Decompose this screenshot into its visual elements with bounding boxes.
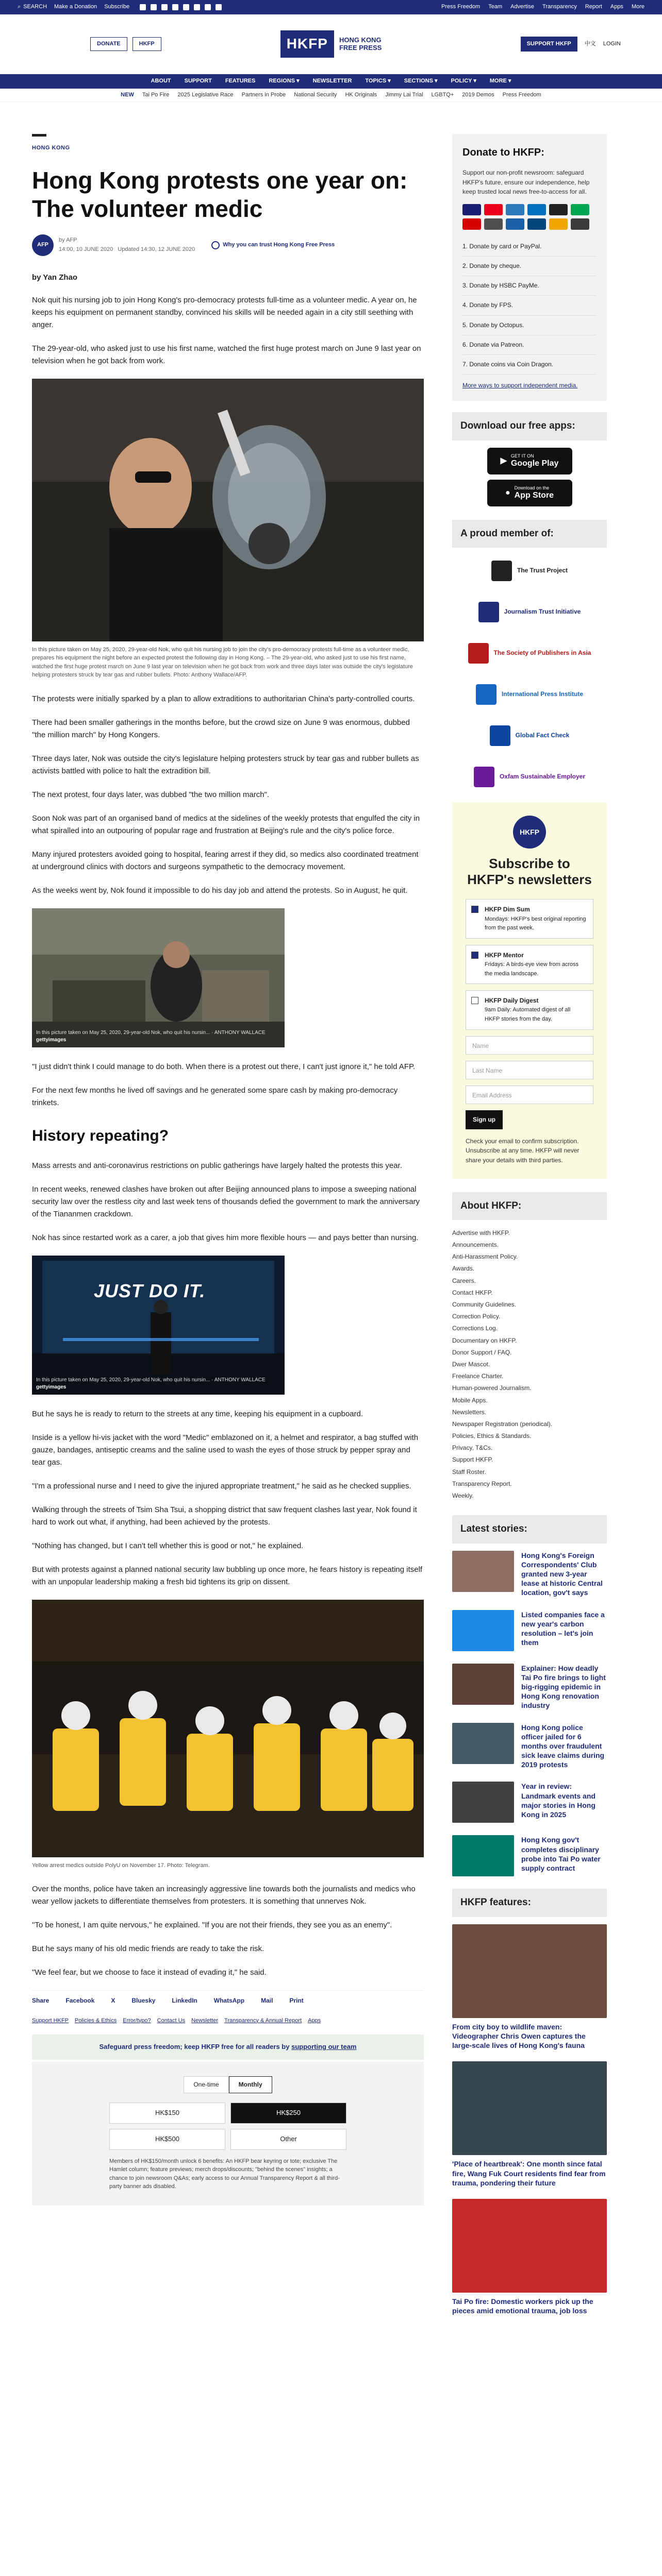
- paragraph: Nok has since restarted work as a carer, a job that gives him more flexible hours — and pays better than nursing.: [32, 1233, 419, 1242]
- payment-method-icon: [506, 204, 524, 215]
- share-mail[interactable]: Mail: [261, 1997, 273, 2005]
- rss-icon[interactable]: [216, 4, 222, 10]
- amount-option-selected[interactable]: HK$250: [230, 2103, 346, 2124]
- hkfp-header-button[interactable]: HKFP: [133, 37, 161, 52]
- link-apps[interactable]: Apps: [308, 2017, 321, 2024]
- nav-item-about[interactable]: ABOUT: [151, 78, 171, 84]
- room-photo: [32, 908, 285, 1047]
- donate-widget: [32, 2062, 424, 2206]
- util-link-transparency[interactable]: Transparency: [542, 4, 577, 10]
- share-print[interactable]: Print: [289, 1997, 304, 2005]
- facebook-icon[interactable]: [140, 4, 146, 10]
- chinese-link[interactable]: 中文: [584, 40, 596, 47]
- donate-method[interactable]: 1. Donate by card or PayPal.: [462, 237, 597, 257]
- about-link[interactable]: Dwer Mascot.: [452, 1360, 490, 1368]
- footer-links: [32, 2016, 424, 2026]
- freq-one-time[interactable]: One-time: [184, 2076, 228, 2093]
- about-link[interactable]: Announcements.: [452, 1241, 499, 1249]
- util-link-apps[interactable]: Apps: [610, 4, 623, 10]
- topic-link[interactable]: Partners in Probe: [241, 91, 286, 98]
- nav-item-policy[interactable]: POLICY ▾: [451, 78, 476, 84]
- newsletter-logo: HKFP: [513, 816, 546, 849]
- donate-link[interactable]: Make a Donation: [54, 4, 97, 10]
- newsletter-signup: [452, 802, 607, 1178]
- donate-method[interactable]: 2. Donate by cheque.: [462, 257, 597, 276]
- paragraph: Over the months, police have taken an increasingly aggressive line towards both the journalists and medics who wear yellow jackets to differentiate themselves from protesters. It is something that unnerves Nok.: [32, 1885, 416, 1906]
- donate-method[interactable]: 4. Donate by FPS.: [462, 296, 597, 315]
- topic-nav: [0, 89, 662, 102]
- topic-link[interactable]: National Security: [294, 91, 337, 98]
- nav-item-support[interactable]: SUPPORT: [184, 78, 212, 84]
- donate-method[interactable]: 7. Donate coins via Coin Dragon.: [462, 355, 597, 375]
- more-ways-link[interactable]: More ways to support independent media.: [462, 382, 578, 389]
- paragraph: Nok quit his nursing job to join Hong Kong's pro-democracy protests full-time as a volunteer medic. A year on, he keeps his equipment on permanent standby, convinced his skills will be needed again in a city still seething with anger.: [32, 295, 417, 329]
- paragraph: Soon Nok was part of an organised band of medics at the sidelines of the weekly protests that engulfed the city in what spiralled into an outpouring of popular rage and frustration at Beijing's rule and the city's police force.: [32, 814, 420, 835]
- utility-bar: [0, 0, 662, 14]
- about-link[interactable]: Documentary on HKFP.: [452, 1336, 517, 1344]
- paragraph: Walking through the streets of Tsim Sha Tsui, a shopping district that saw frequent clashes last year, Nok found it hard to work out what, if anything, had been achieved by the protests.: [32, 1505, 417, 1527]
- login-link[interactable]: LOGIN: [603, 40, 621, 47]
- donate-title: Donate to HKFP:: [462, 147, 544, 158]
- topic-link[interactable]: 2025 Legislative Race: [177, 91, 234, 98]
- trust-link[interactable]: Why you can trust Hong Kong Free Press: [211, 241, 335, 250]
- story-headline[interactable]: Hong Kong's Foreign Correspondents' Club granted new 3-year lease at historic Central location, gov't says: [521, 1551, 603, 1597]
- site-header: [0, 14, 662, 74]
- topic-link[interactable]: Jimmy Lai Trial: [385, 91, 423, 98]
- apple-icon: ●: [505, 488, 510, 497]
- story-headline[interactable]: Year in review: Landmark events and major stories in Hong Kong in 2025: [521, 1782, 595, 1819]
- paragraph: The 29-year-old, who asked just to use his first name, watched the first huge protest march on June 9 last year on television when he got back from work.: [32, 344, 421, 365]
- about-link[interactable]: Policies, Ethics & Standards.: [452, 1432, 532, 1440]
- newsletter-option-daily-digest[interactable]: HKFP Daily Digest 9am Daily: Automated digest of all HKFP stories from the day.: [466, 990, 593, 1029]
- checkbox-unchecked[interactable]: [471, 997, 478, 1004]
- publish-date: 14:00, 10 JUNE 2020: [59, 246, 113, 252]
- support-banner: Safeguard press freedom; keep HKFP free for all readers by supporting our team: [32, 2035, 424, 2060]
- paragraph: "I'm a professional nurse and I need to give the injured appropriate treatment," he said as he checked supplies.: [32, 1481, 411, 1490]
- email-input[interactable]: Email Address: [466, 1086, 593, 1104]
- member-logos: [452, 555, 607, 793]
- about-link[interactable]: Human-powered Journalism.: [452, 1384, 532, 1392]
- amount-option-other[interactable]: Other: [230, 2129, 346, 2150]
- newsletter-option-mentor[interactable]: HKFP Mentor Fridays: A birds-eye view from across the media landscape.: [466, 945, 593, 984]
- author-avatar: AFP: [32, 234, 54, 256]
- member-logo-icon: [476, 684, 496, 705]
- feature-image: [452, 1924, 607, 2018]
- about-link[interactable]: Freelance Charter.: [452, 1372, 504, 1380]
- getty-logo: gettyimages: [36, 1384, 67, 1390]
- member-logo-icon: [491, 561, 512, 581]
- share-linkedin[interactable]: LinkedIn: [172, 1997, 197, 2005]
- util-link-team[interactable]: Team: [488, 4, 503, 10]
- member-logo-icon: [490, 725, 510, 746]
- util-link-advertise[interactable]: Advertise: [510, 4, 534, 10]
- play-icon: ▶: [500, 456, 507, 465]
- linkedin-icon[interactable]: [194, 4, 200, 10]
- story-thumbnail: [452, 1610, 514, 1651]
- youtube-icon[interactable]: [172, 4, 178, 10]
- payment-method-icon: [527, 218, 546, 230]
- x-icon[interactable]: [151, 4, 157, 10]
- about-link[interactable]: Donor Support / FAQ.: [452, 1348, 512, 1356]
- support-hkfp-button[interactable]: SUPPORT HKFP: [521, 37, 577, 52]
- story-thumbnail: [452, 1782, 514, 1823]
- about-link[interactable]: Weekly.: [452, 1492, 474, 1500]
- article-image-medic-mask: [32, 379, 424, 641]
- member-logo[interactable]: Oxfam Sustainable Employer: [452, 761, 607, 793]
- member-logo[interactable]: International Press Institute: [452, 679, 607, 710]
- payment-method-icon: [484, 218, 503, 230]
- paragraph: The protests were initially sparked by a plan to allow extraditions to authoritarian China's party-controlled courts.: [32, 694, 415, 703]
- logo-mark: HKFP: [280, 30, 334, 58]
- article-image-room: [32, 908, 285, 1047]
- share-facebook[interactable]: Facebook: [65, 1997, 95, 2005]
- paragraph: "I just didn't think I could manage to do both. When there is a protest out there, I can't just ignore it," he told AFP.: [32, 1062, 416, 1071]
- byline: by Yan Zhao: [32, 273, 78, 282]
- about-link[interactable]: Corrections Log.: [452, 1325, 498, 1332]
- member-logo[interactable]: Global Fact Check: [452, 720, 607, 752]
- paragraph: "To be honest, I am quite nervous," he explained. "If you are not their friends, they see you as an enemy".: [32, 1921, 392, 1930]
- payment-method-icon: [462, 204, 481, 215]
- payment-method-icon: [527, 204, 546, 215]
- google-play-button[interactable]: ▶ GET IT ON Google Play: [487, 448, 572, 474]
- paragraph: "We feel fear, but we choose to face it instead of evading it," he said.: [32, 1968, 267, 1977]
- article-image-medics-night: [32, 1600, 424, 1857]
- getty-logo: gettyimages: [36, 1037, 67, 1043]
- topic-link[interactable]: HK Originals: [345, 91, 377, 98]
- member-logo-icon: [478, 602, 499, 622]
- latest-stories: [452, 1551, 607, 1877]
- nav-item-more[interactable]: MORE ▾: [489, 78, 511, 84]
- paragraph: For the next few months he lived off savings and he generated some spare cash by making pro-democracy trinkets.: [32, 1086, 398, 1107]
- about-link[interactable]: Newsletters.: [452, 1408, 487, 1416]
- payment-method-icon: [549, 218, 568, 230]
- topic-link[interactable]: 2019 Demos: [462, 91, 494, 98]
- payment-method-icon: [571, 218, 589, 230]
- paragraph: "Nothing has changed, but I can't tell whether this is good or not," he explained.: [32, 1541, 304, 1550]
- search-icon: ⌕: [18, 4, 21, 10]
- donate-text: Support our non-profit newsroom: safeguard HKFP's future, ensure our independence, help keep trusted local news free-to-access for all.: [462, 169, 590, 196]
- author-name[interactable]: by AFP: [59, 237, 77, 244]
- link-newsletter[interactable]: Newsletter: [191, 2017, 219, 2024]
- article-category[interactable]: HONG KONG: [32, 145, 70, 151]
- payment-method-icon: [462, 218, 481, 230]
- about-link[interactable]: Community Guidelines.: [452, 1301, 517, 1309]
- newsletter-note: Check your email to confirm subscription. Unsubscribe at any time. HKFP will never share your details with third parties.: [466, 1137, 580, 1164]
- story-headline[interactable]: Explainer: How deadly Tai Po fire brings to light big-rigging epidemic in Hong Kong renovation industry: [521, 1664, 606, 1710]
- nav-item-topics[interactable]: TOPICS ▾: [365, 78, 391, 84]
- link-policies[interactable]: Policies & Ethics: [74, 2017, 117, 2024]
- logo-text: HONG KONG FREE PRESS: [339, 36, 382, 52]
- article-image-street: [32, 1256, 285, 1395]
- feature-image: [452, 2061, 607, 2155]
- updated-date: Updated 14:30, 12 JUNE 2020: [118, 246, 195, 252]
- donate-header-button[interactable]: DONATE: [90, 37, 127, 52]
- member-benefits-text: Members of HK$150/month unlock 6 benefits: An HKFP bear keyring or tote; exclusive The Hamlet column; feature previews; merch drops/discounts; "behind the scenes" insights; a chance to join newsroom Q&As; early access to our Annual Transparency Report & all third-party banner ads disabled.: [109, 2158, 340, 2190]
- apps-title: Download our free apps:: [452, 412, 607, 440]
- payment-method-icon: [484, 204, 503, 215]
- image-caption: Yellow arrest medics outside PolyU on November 17. Photo: Telegram.: [32, 1862, 210, 1869]
- paragraph: Inside is a yellow hi-vis jacket with the word "Medic" emblazoned on it, a helmet and respirator, a bag stuffed with gauze, bandages, antiseptic creams and the saline used to wash the eyes of those struck by pepper spray and tear gas.: [32, 1433, 419, 1467]
- donate-methods: [462, 237, 597, 375]
- story-item[interactable]: [452, 1835, 607, 1876]
- topic-link[interactable]: Tai Po Fire: [142, 91, 170, 98]
- member-title: A proud member of:: [452, 520, 607, 548]
- feature-headline[interactable]: From city boy to wildlife maven: Videographer Chris Owen captures the large-scale lives of Hong Kong's fauna: [452, 2022, 586, 2050]
- about-list: [452, 1227, 607, 1502]
- medics-night-photo: [32, 1600, 424, 1857]
- freq-monthly[interactable]: Monthly: [229, 2076, 272, 2093]
- last-name-input[interactable]: Last Name: [466, 1061, 593, 1079]
- medic-photo: [32, 379, 424, 641]
- share-whatsapp[interactable]: WhatsApp: [213, 1997, 245, 2005]
- donate-method[interactable]: 3. Donate by HSBC PayMe.: [462, 276, 597, 296]
- nav-item-regions[interactable]: REGIONS ▾: [269, 78, 300, 84]
- article-title: Hong Kong protests one year on: The volunteer medic: [32, 166, 408, 222]
- about-link[interactable]: Contact HKFP.: [452, 1289, 493, 1296]
- donate-method[interactable]: 5. Donate by Octopus.: [462, 316, 597, 335]
- payment-icons: [462, 204, 597, 230]
- about-link[interactable]: Transparency Report.: [452, 1480, 512, 1487]
- share-bluesky[interactable]: Bluesky: [131, 1997, 156, 2005]
- paragraph: Mass arrests and anti-coronavirus restrictions on public gatherings have largely halted the protests this year.: [32, 1161, 402, 1170]
- feature-stories: [452, 1924, 607, 2316]
- paragraph: But he says many of his old medic friends are ready to take the risk.: [32, 1944, 264, 1954]
- story-headline[interactable]: Hong Kong gov't completes disciplinary probe into Tai Po water supply contract: [521, 1836, 601, 1872]
- feature-item[interactable]: [452, 1924, 607, 2050]
- story-item[interactable]: [452, 1610, 607, 1651]
- story-thumbnail: [452, 1664, 514, 1705]
- story-item[interactable]: [452, 1782, 607, 1823]
- feature-headline[interactable]: Tai Po fire: Domestic workers pick up the pieces amid emotional trauma, job loss: [452, 2297, 593, 2315]
- subscribe-link[interactable]: Subscribe: [104, 4, 130, 10]
- newsletter-option-dim-sum[interactable]: HKFP Dim Sum Mondays: HKFP's best original reporting from the past week.: [466, 899, 593, 938]
- about-link[interactable]: Privacy, T&Cs.: [452, 1444, 493, 1452]
- shop-sign-text: JUST DO IT.: [94, 1280, 206, 1301]
- story-item[interactable]: [452, 1723, 607, 1770]
- paragraph: As the weeks went by, Nok found it impossible to do his day job and attend the protests. So in August, he quit.: [32, 886, 408, 895]
- about-link[interactable]: Correction Policy.: [452, 1313, 501, 1320]
- utility-right-links: [441, 3, 644, 12]
- app-store-button[interactable]: ● Download on the App Store: [487, 480, 572, 506]
- nav-item-features[interactable]: FEATURES: [225, 78, 256, 84]
- util-link-report[interactable]: Report: [585, 4, 602, 10]
- section-heading: History repeating?: [32, 1127, 169, 1144]
- about-link[interactable]: Support HKFP.: [452, 1456, 493, 1464]
- paragraph: Three days later, Nok was outside the city's legislature helping protesters struck by tear gas and rubber bullets as activists battled with police to halt the extradition bill.: [32, 754, 419, 775]
- about-link[interactable]: Mobile Apps.: [452, 1396, 488, 1404]
- util-link-more[interactable]: More: [631, 4, 644, 10]
- feature-item[interactable]: [452, 2061, 607, 2188]
- nav-item-newsletter[interactable]: NEWSLETTER: [312, 78, 352, 84]
- sign-up-button[interactable]: Sign up: [466, 1110, 503, 1129]
- support-team-link[interactable]: supporting our team: [291, 2043, 357, 2051]
- story-headline[interactable]: Listed companies face a new year's carbon resolution – let's join them: [521, 1610, 605, 1647]
- newsletter-title: Subscribe to HKFP's newsletters: [467, 856, 592, 888]
- util-link-press-freedom[interactable]: Press Freedom: [441, 4, 481, 10]
- new-badge: NEW: [121, 91, 134, 98]
- story-thumbnail: [452, 1835, 514, 1876]
- threads-icon[interactable]: [183, 4, 189, 10]
- about-link[interactable]: Awards.: [452, 1265, 475, 1273]
- sidebar: [452, 134, 607, 2327]
- topic-link[interactable]: Press Freedom: [502, 91, 541, 98]
- share-label: Share: [32, 1997, 49, 2005]
- site-logo[interactable]: [280, 30, 382, 58]
- paragraph: Many injured protesters avoided going to hospital, fearing arrest if they did, so medics also coordinated treatment at underground clinics with doctors and surgeons sympathetic to the democracy movement.: [32, 850, 419, 871]
- paragraph: But he says he is ready to return to the streets at any time, keeping his equipment in a cupboard.: [32, 1409, 363, 1418]
- about-link[interactable]: Careers.: [452, 1277, 476, 1284]
- image-caption: In this picture taken on May 25, 2020, 29-year-old Nok, who quit his nursing job to join the city's pro-democracy protests full-time as a volunteer medic, prepares his equipment the night before an expected protest the following day in Hong Kong. – The 29-year-old, who asked just to use his first name, watched the first huge protest march on June 9 last year on television when he got back from work and three days later was outside the city's legislature helping protesters struck by tear gas and rubber bullets. Photo: Anthony Wallace/AFP.: [32, 646, 413, 679]
- member-logo[interactable]: Journalism Trust Initiative: [452, 596, 607, 628]
- frequency-toggle: [109, 2076, 346, 2093]
- payment-method-icon: [571, 204, 589, 215]
- member-logo-icon: [468, 643, 489, 664]
- story-thumbnail: [452, 1723, 514, 1764]
- donate-method[interactable]: 6. Donate via Patreon.: [462, 335, 597, 355]
- link-contact[interactable]: Contact Us: [157, 2017, 186, 2024]
- features-title: HKFP features:: [452, 1889, 607, 1917]
- article-meta: [32, 234, 424, 256]
- about-link[interactable]: Staff Roster.: [452, 1468, 486, 1476]
- instagram-icon[interactable]: [161, 4, 168, 10]
- share-bar: [32, 1990, 424, 2011]
- shield-icon: [211, 241, 220, 249]
- link-transparency[interactable]: Transparency & Annual Report: [224, 2017, 302, 2024]
- about-title: About HKFP:: [452, 1192, 607, 1220]
- checkbox-checked[interactable]: [471, 906, 478, 913]
- amount-options: [109, 2103, 346, 2150]
- amount-option[interactable]: HK$150: [109, 2103, 225, 2124]
- paragraph: The next protest, four days later, was dubbed "the two million march".: [32, 790, 270, 799]
- payment-method-icon: [506, 218, 524, 230]
- donate-box: [452, 134, 607, 401]
- about-link[interactable]: Advertise with HKFP.: [452, 1229, 510, 1236]
- paragraph: There had been smaller gatherings in the months before, but the crowd size on June 9 was enormous, dubbed "the million march" by Hong Kongers.: [32, 718, 410, 739]
- about-link[interactable]: Newspaper Registration (periodical).: [452, 1420, 553, 1428]
- feature-headline[interactable]: 'Place of heartbreak': One month since fatal fire, Wang Fuk Court residents find fear from trauma, pondering their future: [452, 2160, 606, 2187]
- link-support[interactable]: Support HKFP: [32, 2017, 69, 2024]
- article: [32, 134, 424, 2206]
- share-x[interactable]: X: [111, 1997, 115, 2005]
- member-logo[interactable]: The Society of Publishers in Asia: [452, 637, 607, 669]
- topic-link[interactable]: LGBTQ+: [431, 91, 454, 98]
- paragraph: But with protests against a planned national security law bubbling up once more, he fears history is repeating itself with an unpopular leadership making a fresh bid tightens its grip on dissent.: [32, 1565, 423, 1586]
- image-overlay-caption: In this picture taken on May 25, 2020, 29-year-old Nok, who quit his nursin... · ANTHONY WALLACE: [36, 1377, 266, 1383]
- story-item[interactable]: [452, 1664, 607, 1710]
- social-icons: [140, 4, 222, 10]
- main-nav: [0, 74, 662, 89]
- search-link[interactable]: ⌕ SEARCH: [18, 3, 47, 12]
- link-error[interactable]: Error/typo?: [123, 2017, 151, 2024]
- latest-title: Latest stories:: [452, 1515, 607, 1543]
- feature-item[interactable]: [452, 2199, 607, 2315]
- checkbox-checked[interactable]: [471, 952, 478, 959]
- story-item[interactable]: [452, 1551, 607, 1598]
- amount-option[interactable]: HK$500: [109, 2129, 225, 2150]
- member-logo-icon: [474, 767, 494, 787]
- title-rule: [32, 134, 46, 137]
- payment-method-icon: [549, 204, 568, 215]
- nav-item-sections[interactable]: SECTIONS ▾: [404, 78, 438, 84]
- about-link[interactable]: Anti-Harassment Policy.: [452, 1253, 518, 1261]
- member-logo[interactable]: The Trust Project: [452, 555, 607, 587]
- story-headline[interactable]: Hong Kong police officer jailed for 6 months over fraudulent sick leave claims during 2019 protests: [521, 1723, 605, 1769]
- paragraph: In recent weeks, renewed clashes have broken out after Beijing announced plans to impose a sweeping national security law over the restless city and last week tens of thousands defied the government to mark the anniversary of the Tiananmen crackdown.: [32, 1184, 420, 1218]
- telegram-icon[interactable]: [205, 4, 211, 10]
- name-input[interactable]: Name: [466, 1036, 593, 1055]
- feature-image: [452, 2199, 607, 2293]
- story-thumbnail: [452, 1551, 514, 1592]
- image-overlay-caption: In this picture taken on May 25, 2020, 29-year-old Nok, who quit his nursin... · ANTHONY WALLACE: [36, 1029, 266, 1036]
